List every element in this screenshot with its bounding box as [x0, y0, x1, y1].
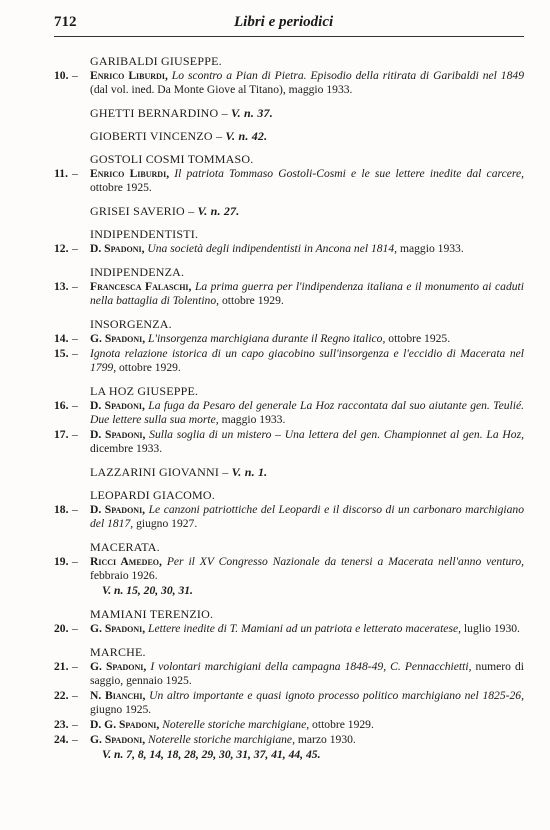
entry-title: Ignota relazione istorica di un capo giacobino sull'insorgenza e l'eccidio di Macerata nel 1799,: [90, 347, 524, 374]
entry-details: maggio 1933.: [399, 242, 464, 255]
entry-title: L'insorgenza marchigiana durante il Regno italico,: [148, 332, 386, 345]
entry-title: La fuga da Pesaro del generale La Hoz raccontata dal suo aiutante gen. Teulié. Due lettere sulla sua morte,: [90, 399, 524, 426]
entry-number: 18.: [54, 503, 69, 516]
entry-title: Il patriota Tommaso Gostoli-Cosmi e le sue lettere inedite dal carcere,: [174, 167, 524, 180]
entry-author: Enrico Liburdi,: [90, 69, 168, 82]
entry-author: D. Spadoni,: [90, 503, 146, 516]
entry-dash: –: [72, 399, 78, 412]
section-heading: [90, 106, 524, 120]
entry-details: maggio 1933.: [221, 413, 286, 426]
heading-text: LAZZARINI GIOVANNI –: [90, 465, 229, 479]
entry-dash: –: [72, 733, 78, 746]
section-heading: [90, 227, 524, 241]
heading-text: GIOBERTI VINCENZO –: [90, 129, 223, 143]
entry-author: G. Spadoni,: [90, 733, 146, 746]
entry-title: Lo scontro a Pian di Pietra. Episodio della ritirata di Garibaldi nel 1849: [171, 69, 524, 82]
heading-text: MACERATA.: [90, 540, 160, 554]
entry-author: G. Spadoni,: [90, 332, 146, 345]
heading-text: GOSTOLI COSMI TOMMASO.: [90, 152, 254, 166]
entry-dash: –: [72, 718, 78, 731]
heading-text: INSORGENZA.: [90, 317, 172, 331]
heading-text: LEOPARDI GIACOMO.: [90, 488, 215, 502]
cross-reference: V. n. 1.: [231, 465, 268, 479]
entry-dash: –: [72, 622, 78, 635]
entry-details: (dal vol. ined. Da Monte Giove al Titano), maggio 1933.: [90, 83, 353, 96]
section-heading: [90, 129, 524, 143]
entry-number: 19.: [54, 555, 69, 568]
heading-text: MARCHE.: [90, 645, 146, 659]
bibliography-entry: [54, 167, 524, 195]
section-heading: [90, 488, 524, 502]
entry-details: marzo 1930.: [297, 733, 356, 746]
bibliography-entry: [54, 332, 524, 346]
heading-text: LA HOZ GIUSEPPE.: [90, 384, 199, 398]
entry-details: numero di saggio, gennaio 1925.: [90, 660, 525, 687]
bibliography-entry: [54, 733, 524, 747]
cross-reference: V. n. 42.: [225, 129, 268, 143]
bibliography-entry: [54, 689, 524, 717]
entry-number: 20.: [54, 622, 69, 635]
entry-dash: –: [72, 167, 78, 180]
bibliography-list: [54, 50, 524, 762]
see-also-reference: V. n. 7, 8, 14, 18, 28, 29, 30, 31, 37, 41, 44, 45.: [102, 748, 321, 761]
section-heading: [90, 54, 524, 68]
entry-number: 14.: [54, 332, 69, 345]
entry-dash: –: [72, 332, 78, 345]
cross-reference: V. n. 37.: [231, 106, 273, 120]
cross-reference: V. n. 27.: [197, 204, 240, 218]
entry-dash: –: [72, 555, 78, 568]
entry-details: ottobre 1929.: [119, 361, 181, 374]
heading-text: MAMIANI TERENZIO.: [90, 607, 214, 621]
bibliography-entry: [54, 280, 524, 308]
bibliography-entry: [54, 622, 524, 636]
entry-dash: –: [72, 69, 78, 82]
bibliography-entry: [54, 242, 524, 256]
bibliography-entry: [54, 399, 524, 427]
bibliography-entry: [54, 69, 524, 97]
entry-author: D. Spadoni,: [90, 399, 145, 412]
entry-details: ottobre 1929.: [312, 718, 374, 731]
section-heading: [90, 384, 524, 398]
entry-number: 15.: [54, 347, 69, 360]
entry-dash: –: [72, 660, 78, 673]
entry-author: G. Spadoni,: [90, 660, 147, 673]
entry-number: 16.: [54, 399, 69, 412]
entry-number: 23.: [54, 718, 69, 731]
heading-text: INDIPENDENTISTI.: [90, 227, 199, 241]
entry-dash: –: [72, 428, 78, 441]
entry-author: Enrico Liburdi,: [90, 167, 170, 180]
entry-title: Sulla soglia di un mistero – Una lettera del gen. Championnet al gen. La Hoz,: [149, 428, 524, 441]
entry-title: Una società degli indipendentisti in Ancona nel 1814,: [147, 242, 398, 255]
entry-author: Francesca Falaschi,: [90, 280, 192, 293]
entry-details: luglio 1930.: [463, 622, 520, 635]
entry-number: 21.: [54, 660, 69, 673]
page-number: 712: [54, 14, 77, 30]
entry-title: Noterelle storiche marchigiane,: [162, 718, 310, 731]
entry-author: G. Spadoni,: [90, 622, 146, 635]
entry-author: D. Spadoni,: [90, 428, 146, 441]
entry-details: dicembre 1933.: [90, 442, 163, 455]
see-also-reference: V. n. 15, 20, 30, 31.: [102, 584, 193, 597]
bibliography-entry: [54, 555, 524, 583]
entry-number: 22.: [54, 689, 69, 702]
heading-text: GHETTI BERNARDINO –: [90, 106, 228, 120]
bibliography-entry: [54, 660, 524, 688]
section-heading: [90, 465, 524, 479]
section-heading: [90, 645, 524, 659]
entry-author: D. Spadoni,: [90, 242, 145, 255]
heading-text: GARIBALDI GIUSEPPE.: [90, 54, 222, 68]
entry-dash: –: [72, 503, 78, 516]
entry-details: ottobre 1929.: [221, 294, 284, 307]
heading-text: GRISEI SAVERIO –: [90, 204, 195, 218]
entry-title: Un altro importante e quasi ignoto processo politico marchigiano nel 1825-26,: [149, 689, 524, 702]
entry-details: ottobre 1925.: [90, 181, 152, 194]
entry-title: La prima guerra per l'indipendenza italiana e il monumento ai caduti nella battaglia di Tolentino,: [90, 280, 524, 307]
entry-details: giugno 1925.: [90, 703, 152, 716]
entry-title: Le canzoni patriottiche del Leopardi e il discorso di un carbonaro marchigiano del 1817,: [90, 503, 524, 530]
entry-details: ottobre 1925.: [388, 332, 451, 345]
entry-number: 24.: [54, 733, 69, 746]
entry-title: I volontari marchigiani della campagna 1848-49, C. Pennacchietti,: [150, 660, 472, 673]
entry-dash: –: [72, 242, 78, 255]
entry-title: Per il XV Congresso Nazionale da tenersi a Macerata nell'anno venturo,: [166, 555, 525, 568]
entry-author: D. G. Spadoni,: [90, 718, 160, 731]
entry-dash: –: [72, 689, 78, 702]
entry-dash: –: [72, 280, 78, 293]
page-header: [54, 10, 524, 37]
section-heading: [90, 317, 524, 331]
section-heading: [90, 540, 524, 554]
entry-dash: –: [72, 347, 78, 360]
entry-number: 11.: [54, 167, 68, 180]
running-title: Libri e periodici: [234, 14, 334, 30]
section-heading: [90, 607, 524, 621]
entry-author: Ricci Amedeo,: [90, 555, 162, 568]
section-heading: [90, 204, 524, 218]
bibliography-entry: [54, 347, 524, 375]
section-heading: [90, 265, 524, 279]
entry-details: giugno 1927.: [136, 517, 198, 530]
entry-number: 17.: [54, 428, 69, 441]
bibliography-entry: [54, 718, 524, 732]
entry-number: 10.: [54, 69, 69, 82]
entry-number: 12.: [54, 242, 69, 255]
bibliography-entry: [54, 503, 524, 531]
entry-details: febbraio 1926.: [90, 569, 158, 582]
entry-title: Lettere inedite di T. Mamiani ad un patriota e letterato maceratese,: [148, 622, 462, 635]
entry-author: N. Bianchi,: [90, 689, 146, 702]
section-heading: [90, 152, 524, 166]
entry-title: Noterelle storiche marchigiane,: [148, 733, 295, 746]
bibliography-entry: [54, 428, 524, 456]
entry-number: 13.: [54, 280, 69, 293]
heading-text: INDIPENDENZA.: [90, 265, 185, 279]
